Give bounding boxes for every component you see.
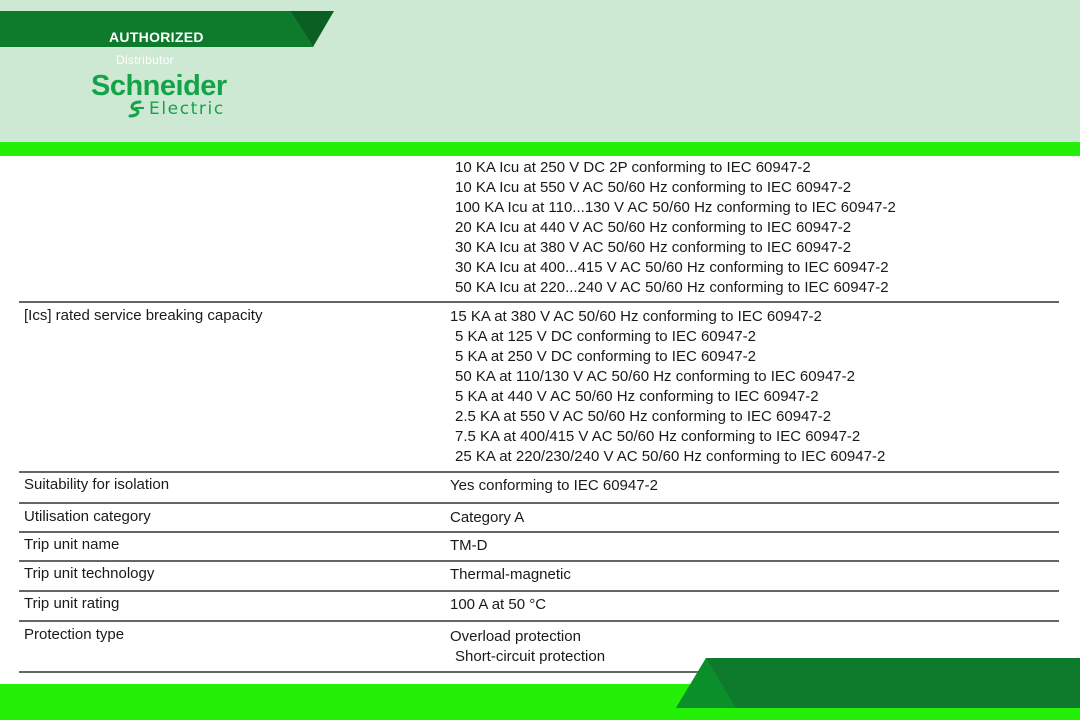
schneider-logo-icon [126,100,148,118]
value-line: 5 KA at 250 V DC conforming to IEC 60947-2 [455,348,757,365]
row-label: Utilisation category [24,508,151,525]
row-values [450,536,488,556]
value-line: 50 KA at 110/130 V AC 50/60 Hz conforming to IEC 60947-2 [455,368,855,385]
value-line: Category A [450,509,525,526]
value-line: Yes conforming to IEC 60947-2 [450,477,658,494]
brand-sub [126,99,225,119]
value-line: 10 KA Icu at 250 V DC 2P conforming to IEC 60947-2 [455,159,811,176]
brand-electric: Electric [149,99,225,119]
distributor-label: Distributor [116,53,174,67]
footer-shape [676,658,1080,708]
banner-text: AUTHORIZED [109,29,204,45]
row-values [450,565,571,585]
value-line: 20 KA Icu at 440 V AC 50/60 Hz conforming to IEC 60947-2 [455,219,852,236]
value-line: TM-D [450,537,488,554]
table-row [19,533,1059,562]
value-line: 30 KA Icu at 400...415 V AC 50/60 Hz conforming to IEC 60947-2 [455,259,889,276]
row-label: Protection type [24,626,125,643]
authorized-banner [0,11,334,47]
brand-name: Schneider [91,70,227,102]
spec-table [19,156,1059,673]
header [0,0,1080,142]
table-row [19,562,1059,592]
value-line: 5 KA at 440 V AC 50/60 Hz conforming to IEC 60947-2 [455,388,819,405]
table-row [19,303,1059,473]
value-line: 15 KA at 380 V AC 50/60 Hz conforming to IEC 60947-2 [450,308,822,325]
header-stripe [0,142,1080,156]
value-line: Overload protection [450,628,581,645]
value-line: 30 KA Icu at 380 V AC 50/60 Hz conforming to IEC 60947-2 [455,239,852,256]
value-line: Short-circuit protection [455,648,606,665]
row-values [450,627,605,667]
row-values [450,158,896,298]
value-line: 50 KA Icu at 220...240 V AC 50/60 Hz conforming to IEC 60947-2 [455,279,889,296]
value-line: 10 KA Icu at 550 V AC 50/60 Hz conforming to IEC 60947-2 [455,179,852,196]
value-line: Thermal-magnetic [450,566,571,583]
value-line: 100 A at 50 °C [450,596,547,613]
value-line: 2.5 KA at 550 V AC 50/60 Hz conforming to IEC 60947-2 [455,408,832,425]
row-values [450,307,885,467]
row-label: Trip unit technology [24,565,155,582]
row-values [450,508,524,528]
row-label: [Ics] rated service breaking capacity [24,307,263,324]
value-line: 100 KA Icu at 110...130 V AC 50/60 Hz conforming to IEC 60947-2 [455,199,896,216]
row-label: Trip unit rating [24,595,120,612]
table-row [19,156,1059,303]
table-row [19,473,1059,504]
table-row [19,504,1059,533]
row-label: Trip unit name [24,536,120,553]
row-label: Suitability for isolation [24,476,170,493]
value-line: 5 KA at 125 V DC conforming to IEC 60947-2 [455,328,757,345]
value-line: 7.5 KA at 400/415 V AC 50/60 Hz conforming to IEC 60947-2 [455,428,861,445]
row-values [450,476,658,496]
value-line: 25 KA at 220/230/240 V AC 50/60 Hz conforming to IEC 60947-2 [455,448,886,465]
table-row [19,592,1059,622]
row-values [450,595,546,615]
